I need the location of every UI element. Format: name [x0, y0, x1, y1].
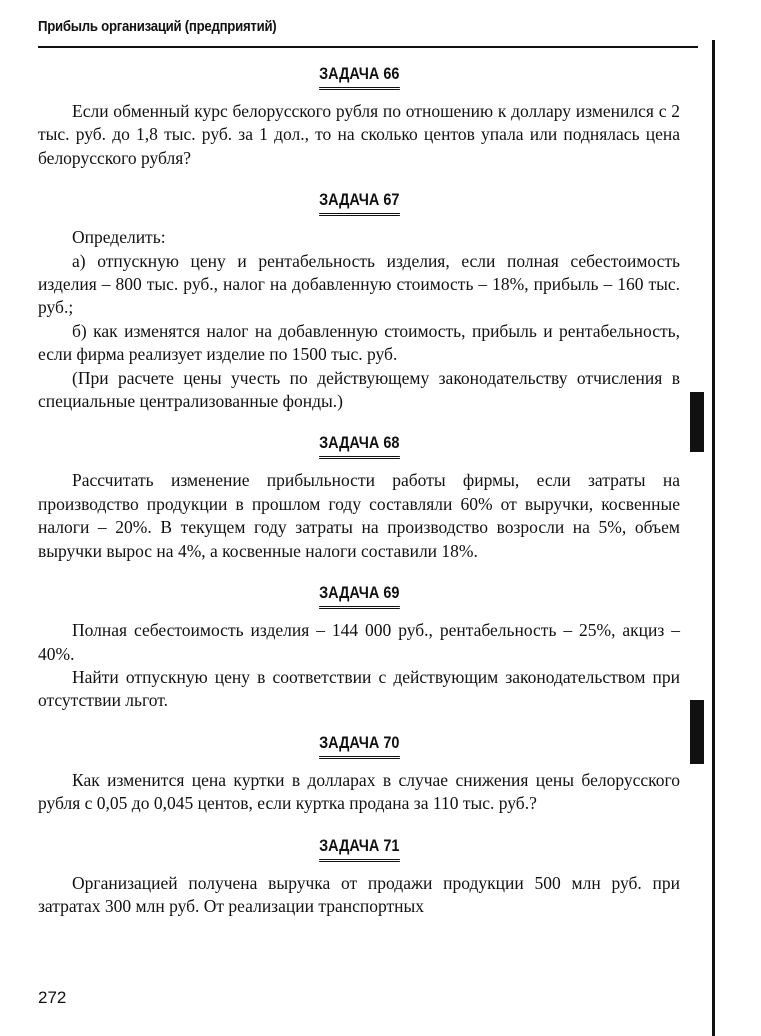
task-70 [38, 731, 680, 816]
task-text: Организацией получена выручка от продажи продукции 500 млн руб. при затратах 300 млн руб. От реализации транспортных [38, 872, 680, 916]
task-text: Определить: [72, 227, 166, 248]
task-text: Рассчитать изменение прибыльности работы фирмы, если затраты на производство продукции в прошлом году составляли 60% от выручки, косвенные налоги – 20%. В текущем году затраты на производство возросли на 5%, объем выручки вырос на 4%, а косвенные налоги составили 18%. [38, 470, 680, 561]
task-69 [38, 581, 680, 713]
running-title: Прибыль организаций (предприятий) [38, 18, 277, 35]
task-title: ЗАДАЧА 70 [38, 731, 680, 759]
scan-mark [690, 700, 704, 764]
page-number: 272 [38, 988, 67, 1007]
task-text: а) отпускную цену и рентабельность изделия, если полная себестоимость изделия – 800 тыс. руб., налог на добавленную стоимость – 18%, прибыль – 160 тыс. руб.; [38, 250, 680, 318]
task-text: б) как изменятся налог на добавленную стоимость, прибыль и рентабельность, если фирма реализует изделие по 1500 тыс. руб. [38, 320, 680, 365]
header-rule [38, 46, 698, 48]
task-text: (При расчете цены учесть по действующему законодательству отчисления в специальные централизованные фонды.) [38, 367, 680, 412]
task-title: ЗАДАЧА 68 [38, 431, 680, 459]
task-67 [38, 188, 680, 413]
task-title: ЗАДАЧА 67 [38, 188, 680, 216]
task-text: Полная себестоимость изделия – 144 000 руб., рентабельность – 25%, акциз – 40%. [38, 620, 680, 664]
task-text: Найти отпускную цену в соответствии с действующим законодательством при отсутствии льгот. [38, 666, 680, 711]
task-title: ЗАДАЧА 66 [38, 62, 680, 90]
task-text: Как изменится цена куртки в долларах в случае снижения цены белорусского рубля с 0,05 до 0,045 центов, если куртка продана за 110 тыс. руб.? [38, 769, 680, 814]
scan-mark [690, 392, 704, 452]
task-71 [38, 834, 680, 919]
task-66 [38, 62, 680, 170]
page-edge-bar [712, 40, 715, 1036]
page-content [38, 62, 680, 936]
task-title: ЗАДАЧА 71 [38, 834, 680, 862]
task-68 [38, 431, 680, 563]
task-title: ЗАДАЧА 69 [38, 581, 680, 609]
task-text: Если обменный курс белорусского рубля по отношению к доллару изменился с 2 тыс. руб. до 1,8 тыс. руб. за 1 дол., то на сколько центов упала или поднялась цена белорусского рубля? [38, 101, 680, 168]
